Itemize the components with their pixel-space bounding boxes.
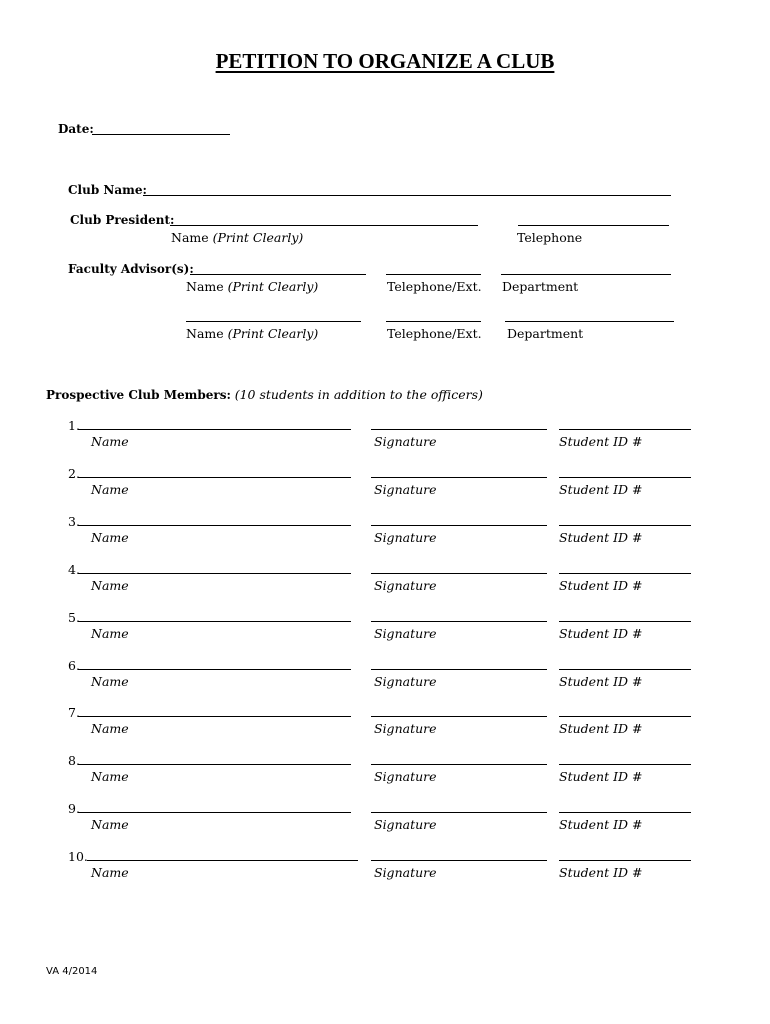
member-signature-field[interactable] bbox=[371, 764, 547, 765]
members-label: Prospective Club Members: bbox=[46, 388, 231, 402]
member-signature-field[interactable] bbox=[371, 860, 547, 861]
club-president-name-caption: Name (Print Clearly) bbox=[171, 230, 304, 245]
member-name-caption: Name bbox=[91, 865, 129, 881]
faculty-advisor-1-department-field[interactable] bbox=[501, 274, 671, 275]
members-heading bbox=[46, 387, 483, 402]
member-name-caption: Name bbox=[91, 817, 129, 833]
member-number: 1. bbox=[68, 418, 80, 433]
club-president-telephone-caption: Telephone bbox=[517, 230, 583, 245]
member-student-id-field[interactable] bbox=[559, 573, 691, 574]
member-signature-caption: Signature bbox=[374, 865, 437, 881]
member-signature-caption: Signature bbox=[374, 769, 437, 785]
faculty-advisor-1-name-field[interactable] bbox=[190, 274, 366, 275]
member-student-id-field[interactable] bbox=[559, 812, 691, 813]
member-signature-field[interactable] bbox=[371, 621, 547, 622]
member-student-id-field[interactable] bbox=[559, 764, 691, 765]
club-president-label: Club President: bbox=[70, 213, 175, 227]
date-label: Date: bbox=[58, 122, 94, 136]
member-signature-caption: Signature bbox=[374, 434, 437, 449]
member-number: 8. bbox=[68, 753, 80, 769]
form-version: VA 4/2014 bbox=[46, 966, 98, 977]
member-signature-field[interactable] bbox=[371, 669, 547, 670]
club-president-telephone-field[interactable] bbox=[518, 225, 669, 226]
member-number: 10. bbox=[68, 849, 88, 865]
member-number: 9. bbox=[68, 801, 80, 817]
member-signature-caption: Signature bbox=[374, 817, 437, 833]
faculty-advisor-2-department-field[interactable] bbox=[505, 321, 674, 322]
member-name-caption: Name bbox=[91, 769, 129, 785]
faculty-advisor-2-department-caption: Department bbox=[507, 326, 584, 341]
member-signature-caption: Signature bbox=[374, 673, 437, 689]
club-name-label: Club Name: bbox=[68, 183, 147, 197]
member-name-field[interactable] bbox=[78, 621, 351, 622]
member-signature-field[interactable] bbox=[371, 812, 547, 813]
member-student-id-caption: Student ID # bbox=[559, 577, 643, 593]
member-name-field[interactable] bbox=[78, 525, 351, 526]
member-signature-field[interactable] bbox=[371, 716, 547, 717]
member-student-id-field[interactable] bbox=[559, 525, 691, 526]
member-name-caption: Name bbox=[91, 529, 129, 545]
member-name-field[interactable] bbox=[78, 573, 351, 574]
member-name-field[interactable] bbox=[78, 477, 351, 478]
member-number: 4. bbox=[68, 561, 80, 577]
member-name-field[interactable] bbox=[78, 812, 351, 813]
faculty-advisor-1-department-caption: Department bbox=[502, 279, 579, 294]
faculty-advisor-2-telephone-field[interactable] bbox=[386, 321, 481, 322]
member-name-field[interactable] bbox=[78, 764, 351, 765]
member-name-field[interactable] bbox=[78, 669, 351, 670]
member-signature-field[interactable] bbox=[371, 477, 547, 478]
page-title: PETITION TO ORGANIZE A CLUB bbox=[215, 49, 555, 73]
date-field[interactable] bbox=[92, 134, 230, 135]
member-number: 5. bbox=[68, 609, 80, 625]
member-student-id-field[interactable] bbox=[559, 621, 691, 622]
member-student-id-caption: Student ID # bbox=[559, 769, 643, 785]
member-signature-caption: Signature bbox=[374, 481, 437, 497]
member-name-caption: Name bbox=[91, 625, 129, 641]
member-signature-caption: Signature bbox=[374, 625, 437, 641]
faculty-advisor-1-name-caption: Name (Print Clearly) bbox=[186, 279, 319, 294]
member-signature-field[interactable] bbox=[371, 429, 547, 430]
faculty-advisor-1-telephone-field[interactable] bbox=[386, 274, 481, 275]
member-signature-field[interactable] bbox=[371, 525, 547, 526]
member-number: 6. bbox=[68, 657, 80, 673]
faculty-advisor-2-name-field[interactable] bbox=[186, 321, 361, 322]
member-student-id-field[interactable] bbox=[559, 860, 691, 861]
member-student-id-caption: Student ID # bbox=[559, 625, 643, 641]
member-student-id-caption: Student ID # bbox=[559, 434, 643, 449]
member-name-caption: Name bbox=[91, 673, 129, 689]
member-name-caption: Name bbox=[91, 577, 129, 593]
club-name-field[interactable] bbox=[143, 195, 671, 196]
member-name-caption: Name bbox=[91, 721, 129, 737]
member-name-field[interactable] bbox=[87, 860, 358, 861]
member-signature-field[interactable] bbox=[371, 573, 547, 574]
member-student-id-field[interactable] bbox=[559, 477, 691, 478]
member-number: 3. bbox=[68, 513, 80, 529]
member-student-id-caption: Student ID # bbox=[559, 721, 643, 737]
member-student-id-caption: Student ID # bbox=[559, 481, 643, 497]
member-name-field[interactable] bbox=[78, 716, 351, 717]
faculty-advisor-2-telephone-caption: Telephone/Ext. bbox=[387, 326, 482, 341]
member-student-id-caption: Student ID # bbox=[559, 673, 643, 689]
member-student-id-caption: Student ID # bbox=[559, 865, 643, 881]
member-name-caption: Name bbox=[91, 481, 129, 497]
members-note: (10 students in addition to the officers) bbox=[234, 387, 483, 402]
member-number: 2. bbox=[68, 465, 80, 481]
member-signature-caption: Signature bbox=[374, 529, 437, 545]
faculty-advisor-1-telephone-caption: Telephone/Ext. bbox=[387, 279, 482, 294]
member-student-id-caption: Student ID # bbox=[559, 529, 643, 545]
member-name-caption: Name bbox=[91, 434, 129, 449]
member-student-id-field[interactable] bbox=[559, 429, 691, 430]
club-president-name-field[interactable] bbox=[170, 225, 478, 226]
faculty-advisor-2-name-caption: Name (Print Clearly) bbox=[186, 326, 319, 341]
member-student-id-field[interactable] bbox=[559, 669, 691, 670]
member-signature-caption: Signature bbox=[374, 721, 437, 737]
member-signature-caption: Signature bbox=[374, 577, 437, 593]
member-number: 7. bbox=[68, 705, 80, 721]
member-student-id-field[interactable] bbox=[559, 716, 691, 717]
faculty-advisor-label: Faculty Advisor(s): bbox=[68, 262, 194, 276]
member-name-field[interactable] bbox=[78, 429, 351, 430]
member-student-id-caption: Student ID # bbox=[559, 817, 643, 833]
